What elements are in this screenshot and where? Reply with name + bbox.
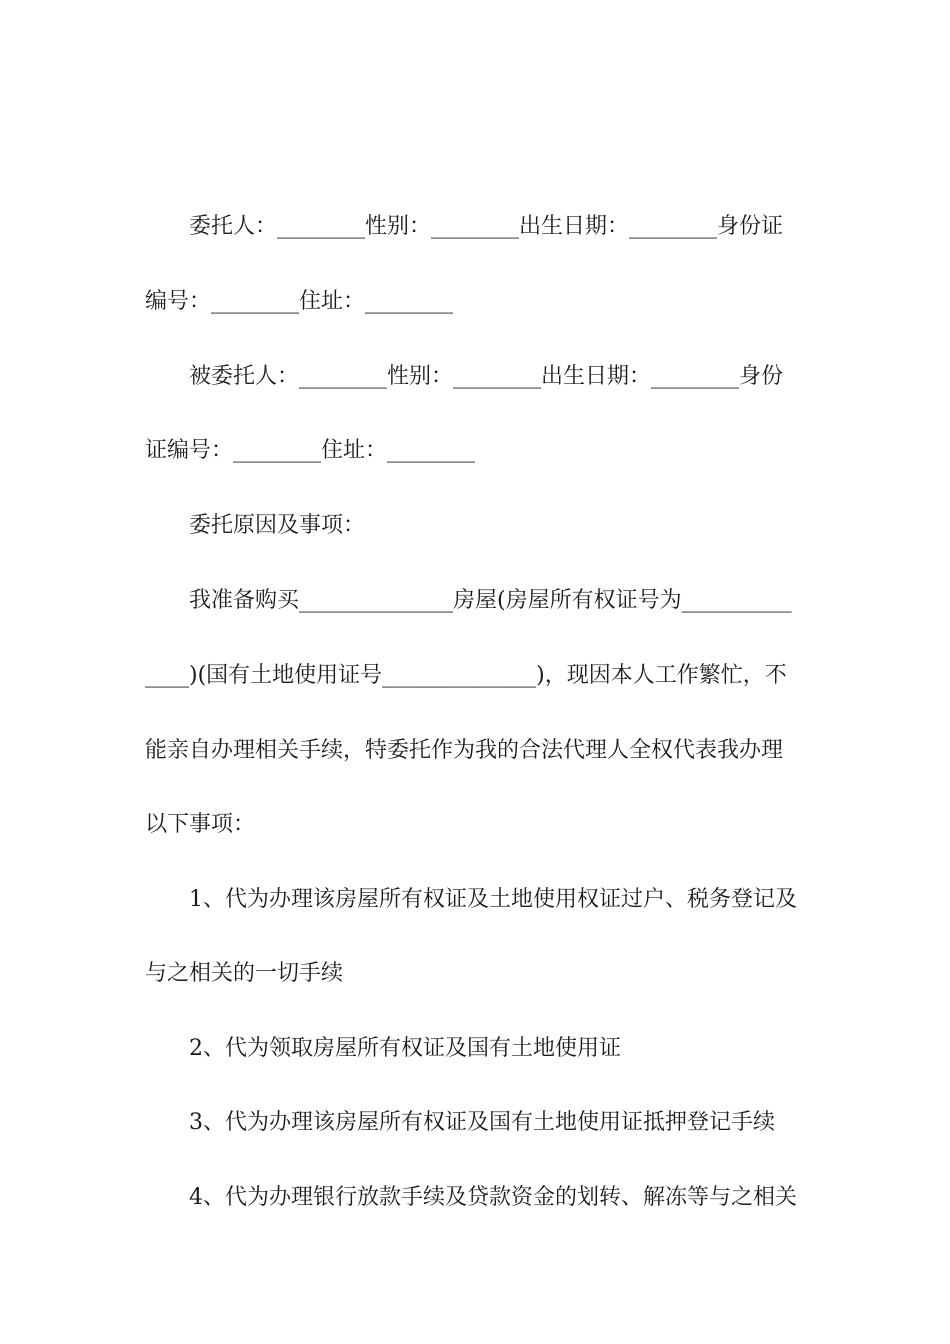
- list-item-4: 4、代为办理银行放款手续及贷款资金的划转、解冻等与之相关: [189, 1185, 797, 1210]
- agent-info-line-cont: 证编号：________住址：________: [145, 438, 476, 463]
- reason-heading: 委托原因及事项：: [189, 513, 366, 538]
- agent-info-line: 被委托人：________性别：________出生日期：________身份: [189, 364, 784, 389]
- list-item-1-cont: 与之相关的一切手续: [145, 961, 344, 986]
- list-item-1: 1、代为办理该房屋所有权证及土地使用权证过户、税务登记及: [189, 887, 797, 912]
- body-paragraph-line-3: 能亲自办理相关手续，特委托作为我的合法代理人全权代表我办理: [145, 738, 784, 763]
- body-paragraph-line-1: 我准备购买______________房屋(房屋所有权证号为__________: [189, 588, 792, 613]
- body-paragraph-line-4: 以下事项：: [145, 812, 256, 837]
- body-paragraph-line-2: ____)(国有土地使用证号______________)，现因本人工作繁忙，不: [145, 663, 787, 688]
- list-item-2: 2、代为领取房屋所有权证及国有土地使用证: [189, 1036, 621, 1061]
- principal-info-line: 委托人：________性别：________出生日期：________身份证: [189, 214, 784, 239]
- principal-info-line-cont: 编号：________住址：________: [145, 289, 454, 314]
- list-item-3: 3、代为办理该房屋所有权证及国有土地使用证抵押登记手续: [189, 1110, 775, 1135]
